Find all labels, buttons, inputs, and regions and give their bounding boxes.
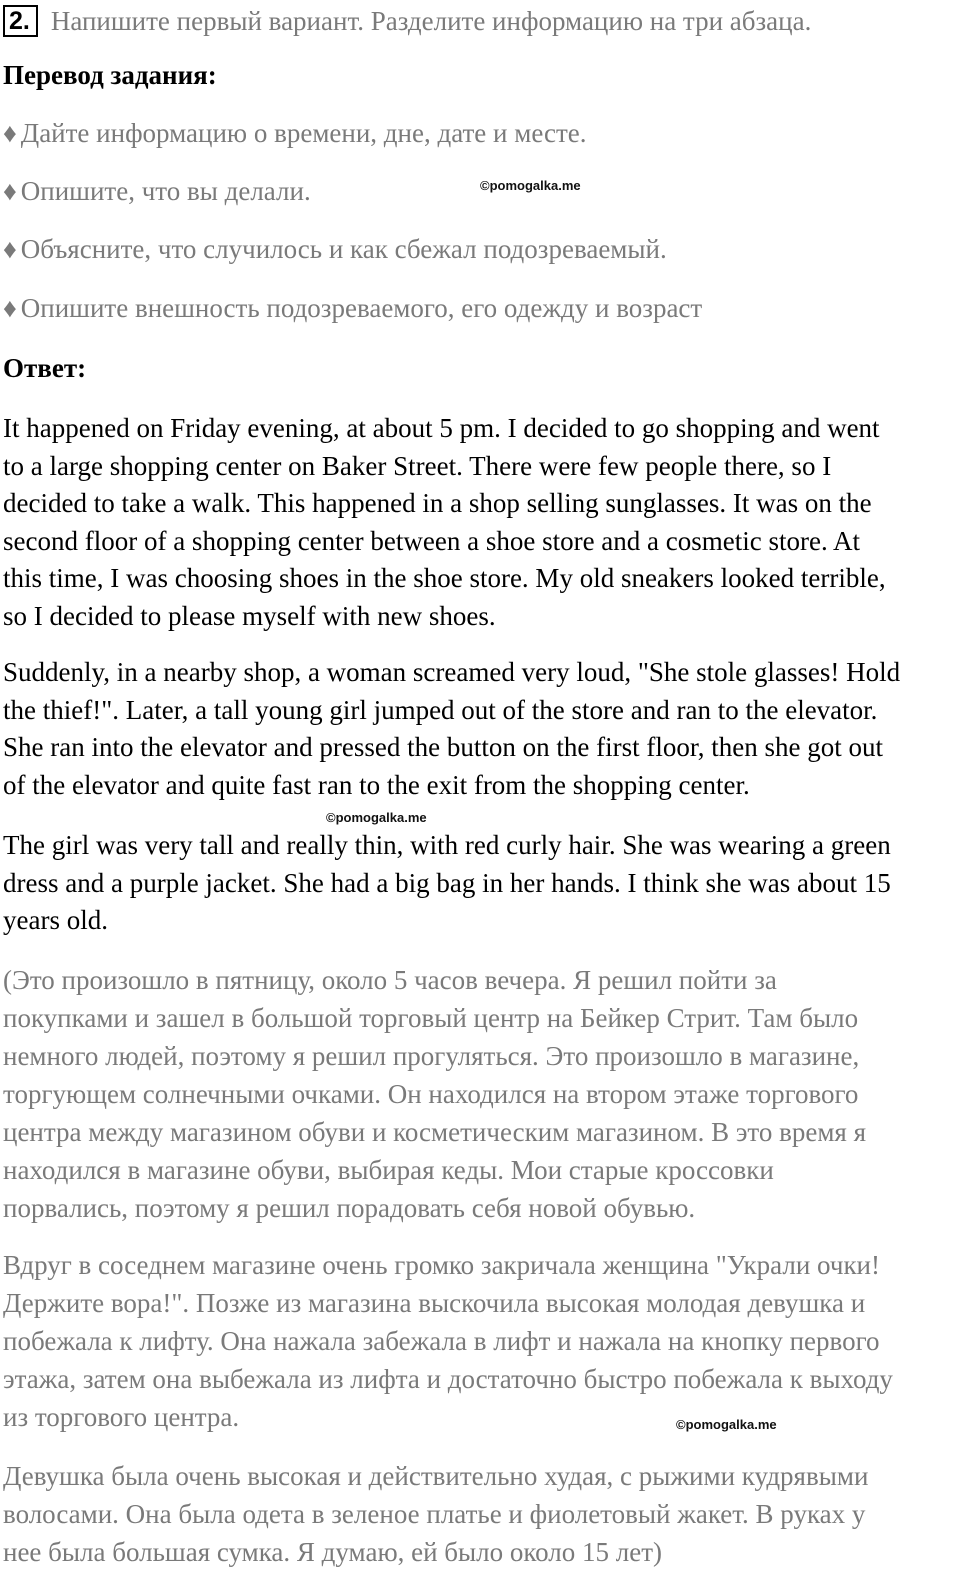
text-line: этажа, затем она выбежала из лифта и достаточно быстро побежала к выходу (3, 1364, 893, 1394)
text-line: покупками и зашел в большой торговый центр на Бейкер Стрит. Там было (3, 1003, 859, 1033)
text-line: порвались, поэтому я решил порадовать себя новой обувью. (3, 1193, 696, 1223)
watermark: ©pomogalka.me (676, 1417, 777, 1432)
task-number: 2. (3, 5, 38, 37)
text-line: years old. (3, 905, 108, 935)
text-line: центра между магазином обуви и косметическим магазином. В это время я (3, 1117, 867, 1147)
english-paragraph (3, 827, 960, 940)
text-line: нее была большая сумка. Я думаю, ей было около 15 лет) (3, 1537, 663, 1567)
text-line: so I decided to please myself with new shoes. (3, 600, 496, 631)
diamond-bullet-icon: ♦ (3, 234, 17, 264)
english-paragraph (3, 410, 960, 635)
text-line: находился в магазине обуви, выбирая кеды. Мои старые кроссовки (3, 1155, 774, 1185)
diamond-bullet-icon: ♦ (3, 176, 17, 206)
text-line: second floor of a shopping center between a shoe store and a cosmetic store. At (3, 525, 860, 556)
russian-paragraph (3, 1246, 960, 1436)
bullet-text: Дайте информацию о времени, дне, дате и месте. (20, 118, 587, 148)
text-line: The girl was very tall and really thin, with red curly hair. She was wearing a green (3, 830, 891, 860)
bullet-item (3, 176, 311, 207)
text-line: побежала к лифту. Она нажала забежала в лифт и нажала на кнопку первого (3, 1326, 880, 1356)
bullet-text: Объясните, что случилось и как сбежал подозреваемый. (20, 234, 667, 264)
text-line: dress and a purple jacket. She had a big bag in her hands. I think she was about 15 (3, 867, 891, 898)
task-line (3, 2, 811, 40)
bullet-item (3, 234, 667, 265)
text-line: this time, I was choosing shoes in the shoe store. My old sneakers looked terrible, (3, 563, 886, 593)
text-line: Suddenly, in a nearby shop, a woman screamed very loud, "She stole glasses! Hold (3, 657, 901, 687)
watermark: ©pomogalka.me (480, 178, 581, 193)
text-line: to a large shopping center on Baker Street. There were few people there, so I (3, 450, 832, 481)
text-line: It happened on Friday evening, at about 5 pm. I decided to go shopping and went (3, 413, 880, 443)
text-line: (Это произошло в пятницу, около 5 часов вечера. Я решил пойти за (3, 965, 777, 995)
text-line: Держите вора!". Позже из магазина выскочила высокая молодая девушка и (3, 1288, 866, 1318)
russian-paragraph (3, 961, 960, 1227)
english-paragraph (3, 654, 960, 804)
text-line: the thief!". Later, a tall young girl jumped out of the store and ran to the elevator. (3, 694, 878, 725)
bullet-text: Опишите внешность подозреваемого, его одежду и возраст (20, 293, 703, 323)
answer-heading: Ответ: (3, 353, 87, 383)
text-line: Вдруг в соседнем магазине очень громко закричала женщина "Украли очки! (3, 1250, 880, 1280)
text-line: She ran into the elevator and pressed the button on the first floor, then she got out (3, 732, 883, 762)
russian-paragraph (3, 1457, 960, 1571)
text-line: of the elevator and quite fast ran to the exit from the shopping center. (3, 769, 750, 800)
text-line: немного людей, поэтому я решил прогуляться. Это произошло в магазине, (3, 1041, 860, 1071)
text-line: из торгового центра. (3, 1402, 240, 1432)
diamond-bullet-icon: ♦ (3, 293, 17, 323)
text-line: Девушка была очень высокая и действительно худая, с рыжими кудрявыми (3, 1461, 869, 1491)
text-line: волосами. Она была одета в зеленое платье и фиолетовый жакет. В руках у (3, 1499, 866, 1529)
diamond-bullet-icon: ♦ (3, 118, 17, 148)
translation-heading: Перевод задания: (3, 60, 217, 90)
bullet-item (3, 293, 702, 324)
bullet-item (3, 118, 587, 149)
text-line: торгующем солнечными очками. Он находился на втором этаже торгового (3, 1079, 859, 1109)
task-text: Напишите первый вариант. Разделите информацию на три абзаца. (50, 5, 812, 36)
watermark: ©pomogalka.me (326, 810, 427, 825)
bullet-text: Опишите, что вы делали. (20, 176, 311, 206)
text-line: decided to take a walk. This happened in a shop selling sunglasses. It was on the (3, 488, 872, 518)
